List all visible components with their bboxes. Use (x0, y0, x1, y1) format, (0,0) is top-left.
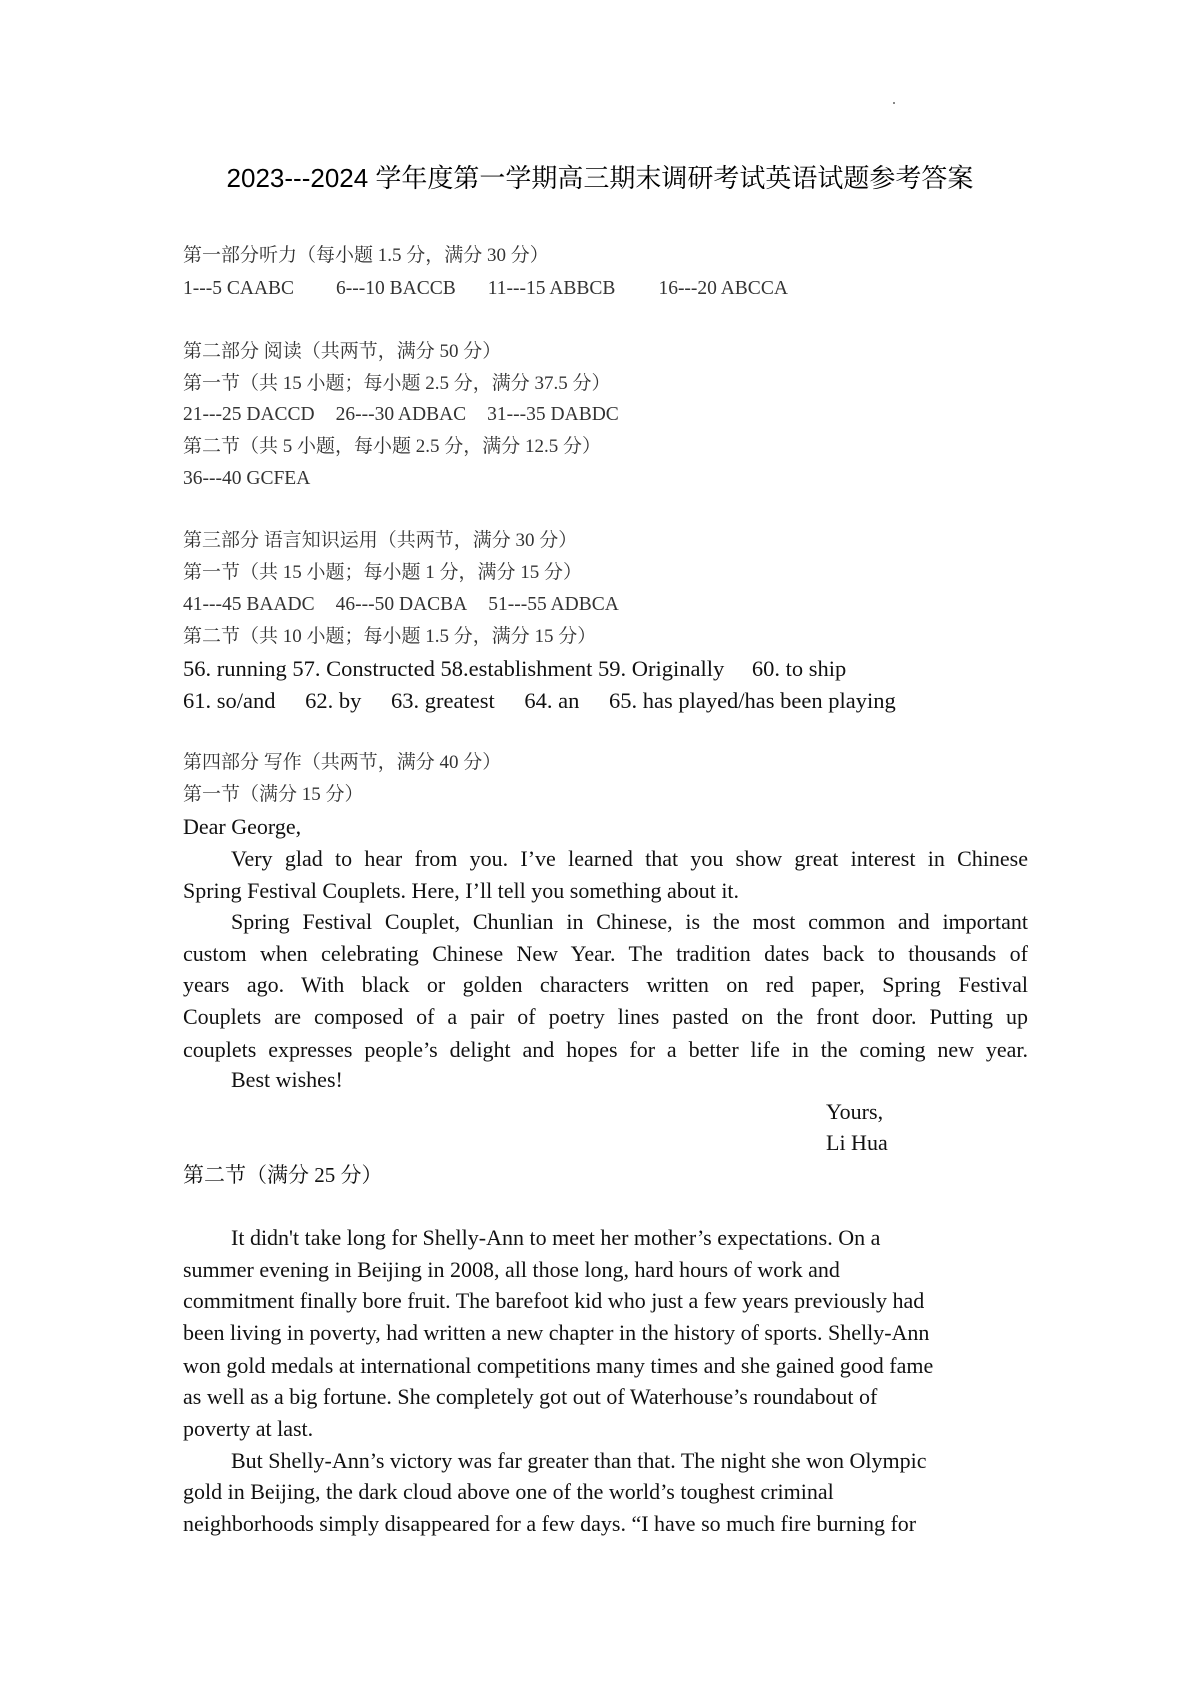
letter-line: years ago. With black or golden characters written on red paper, Spring Festival (183, 972, 1028, 997)
part4-heading: 第四部分 写作（共两节，满分 40 分） (183, 752, 502, 773)
essay-line: But Shelly-Ann’s victory was far greater than that. The night she won Olympic (231, 1448, 927, 1473)
document-title: 2023---2024 学年度第一学期高三期末调研考试英语试题参考答案 (226, 163, 974, 193)
part3-sec2-answers-line1 (183, 654, 846, 684)
essay-line: won gold medals at international competitions many times and she gained good fame (183, 1353, 934, 1378)
essay-line: gold in Beijing, the dark cloud above one of the world’s toughest criminal (183, 1479, 834, 1504)
answer-item: 65. has played/has been playing (608, 688, 896, 713)
answer-item: 61. so/and (183, 688, 276, 713)
answer-group: 1---5 CAABC (183, 278, 295, 299)
answer-group: 51---55 ADBCA (488, 594, 619, 615)
essay-line: neighborhoods simply disappeared for a few days. “I have so much fire burning for (183, 1511, 917, 1536)
part4-sec1-heading: 第一节（满分 15 分） (183, 784, 364, 805)
answer-item: 58.establishment (440, 656, 593, 681)
part1-heading: 第一部分听力（每小题 1.5 分，满分 30 分） (183, 245, 549, 266)
part2-heading: 第二部分 阅读（共两节，满分 50 分） (183, 341, 502, 362)
letter-line: Spring Festival Couplet, Chunlian in Chinese, is the most common and important (231, 909, 1028, 934)
answer-group: 31---35 DABDC (487, 404, 619, 425)
letter-sign-off: Yours, (826, 1099, 884, 1124)
answer-item: 59. Originally (597, 656, 725, 681)
letter-line: couplets expresses people’s delight and hopes for a better life in the coming new year. (183, 1037, 1028, 1062)
answer-item: 62. by (305, 688, 362, 713)
answer-item: 64. an (524, 688, 580, 713)
letter-line: custom when celebrating Chinese New Year. The tradition dates back to thousands of (183, 941, 1028, 966)
part2-sec1-heading: 第一节（共 15 小题；每小题 2.5 分，满分 37.5 分） (183, 373, 611, 394)
answer-group: 41---45 BAADC (183, 594, 315, 615)
part2-sec2-heading: 第二节（共 5 小题，每小题 2.5 分，满分 12.5 分） (183, 436, 602, 457)
stray-dot (893, 102, 895, 104)
answer-group: 16---20 ABCCA (658, 278, 788, 299)
part3-sec1-heading: 第一节（共 15 小题；每小题 1 分，满分 15 分） (183, 562, 583, 583)
essay-line: as well as a big fortune. She completely got out of Waterhouse’s roundabout of (183, 1384, 878, 1409)
essay-line: commitment finally bore fruit. The barefoot kid who just a few years previously had (183, 1288, 925, 1313)
part1-answers (183, 274, 788, 304)
letter-line: Spring Festival Couplets. Here, I’ll tell you something about it. (183, 878, 740, 903)
answer-group: 6---10 BACCB (336, 278, 456, 299)
answer-group: 46---50 DACBA (335, 594, 468, 615)
answer-group: 21---25 DACCD (183, 404, 315, 425)
essay-line: summer evening in Beijing in 2008, all those long, hard hours of work and (183, 1257, 840, 1282)
answer-item: 57. Constructed (292, 656, 435, 681)
part4-sec2-heading: 第二节（满分 25 分） (183, 1163, 383, 1187)
part3-sec1-answers (183, 590, 619, 620)
answer-item: 56. running (183, 656, 287, 681)
letter-line: Couplets are composed of a pair of poetry lines pasted on the front door. Putting up (183, 1004, 1028, 1029)
part3-sec2-answers-line2 (183, 686, 896, 716)
answer-item: 60. to ship (751, 656, 847, 681)
essay-line: been living in poverty, had written a new chapter in the history of sports. Shelly-Ann (183, 1320, 930, 1345)
part2-sec1-answers (183, 400, 619, 430)
essay-line: It didn't take long for Shelly-Ann to meet her mother’s expectations. On a (231, 1225, 881, 1250)
part2-sec2-answers: 36---40 GCFEA (183, 468, 311, 489)
answer-group: 26---30 ADBAC (335, 404, 467, 425)
answer-item: 63. greatest (391, 688, 495, 713)
essay-line: poverty at last. (183, 1416, 314, 1441)
letter-closing: Best wishes! (231, 1067, 343, 1092)
letter-greeting: Dear George, (183, 814, 302, 839)
part3-heading: 第三部分 语言知识运用（共两节，满分 30 分） (183, 530, 578, 551)
answer-group: 11---15 ABBCB (487, 278, 616, 299)
letter-signature: Li Hua (826, 1130, 888, 1155)
part3-sec2-heading: 第二节（共 10 小题；每小题 1.5 分，满分 15 分） (183, 626, 597, 647)
letter-line: Very glad to hear from you. I’ve learned that you show great interest in Chinese (231, 846, 1028, 871)
